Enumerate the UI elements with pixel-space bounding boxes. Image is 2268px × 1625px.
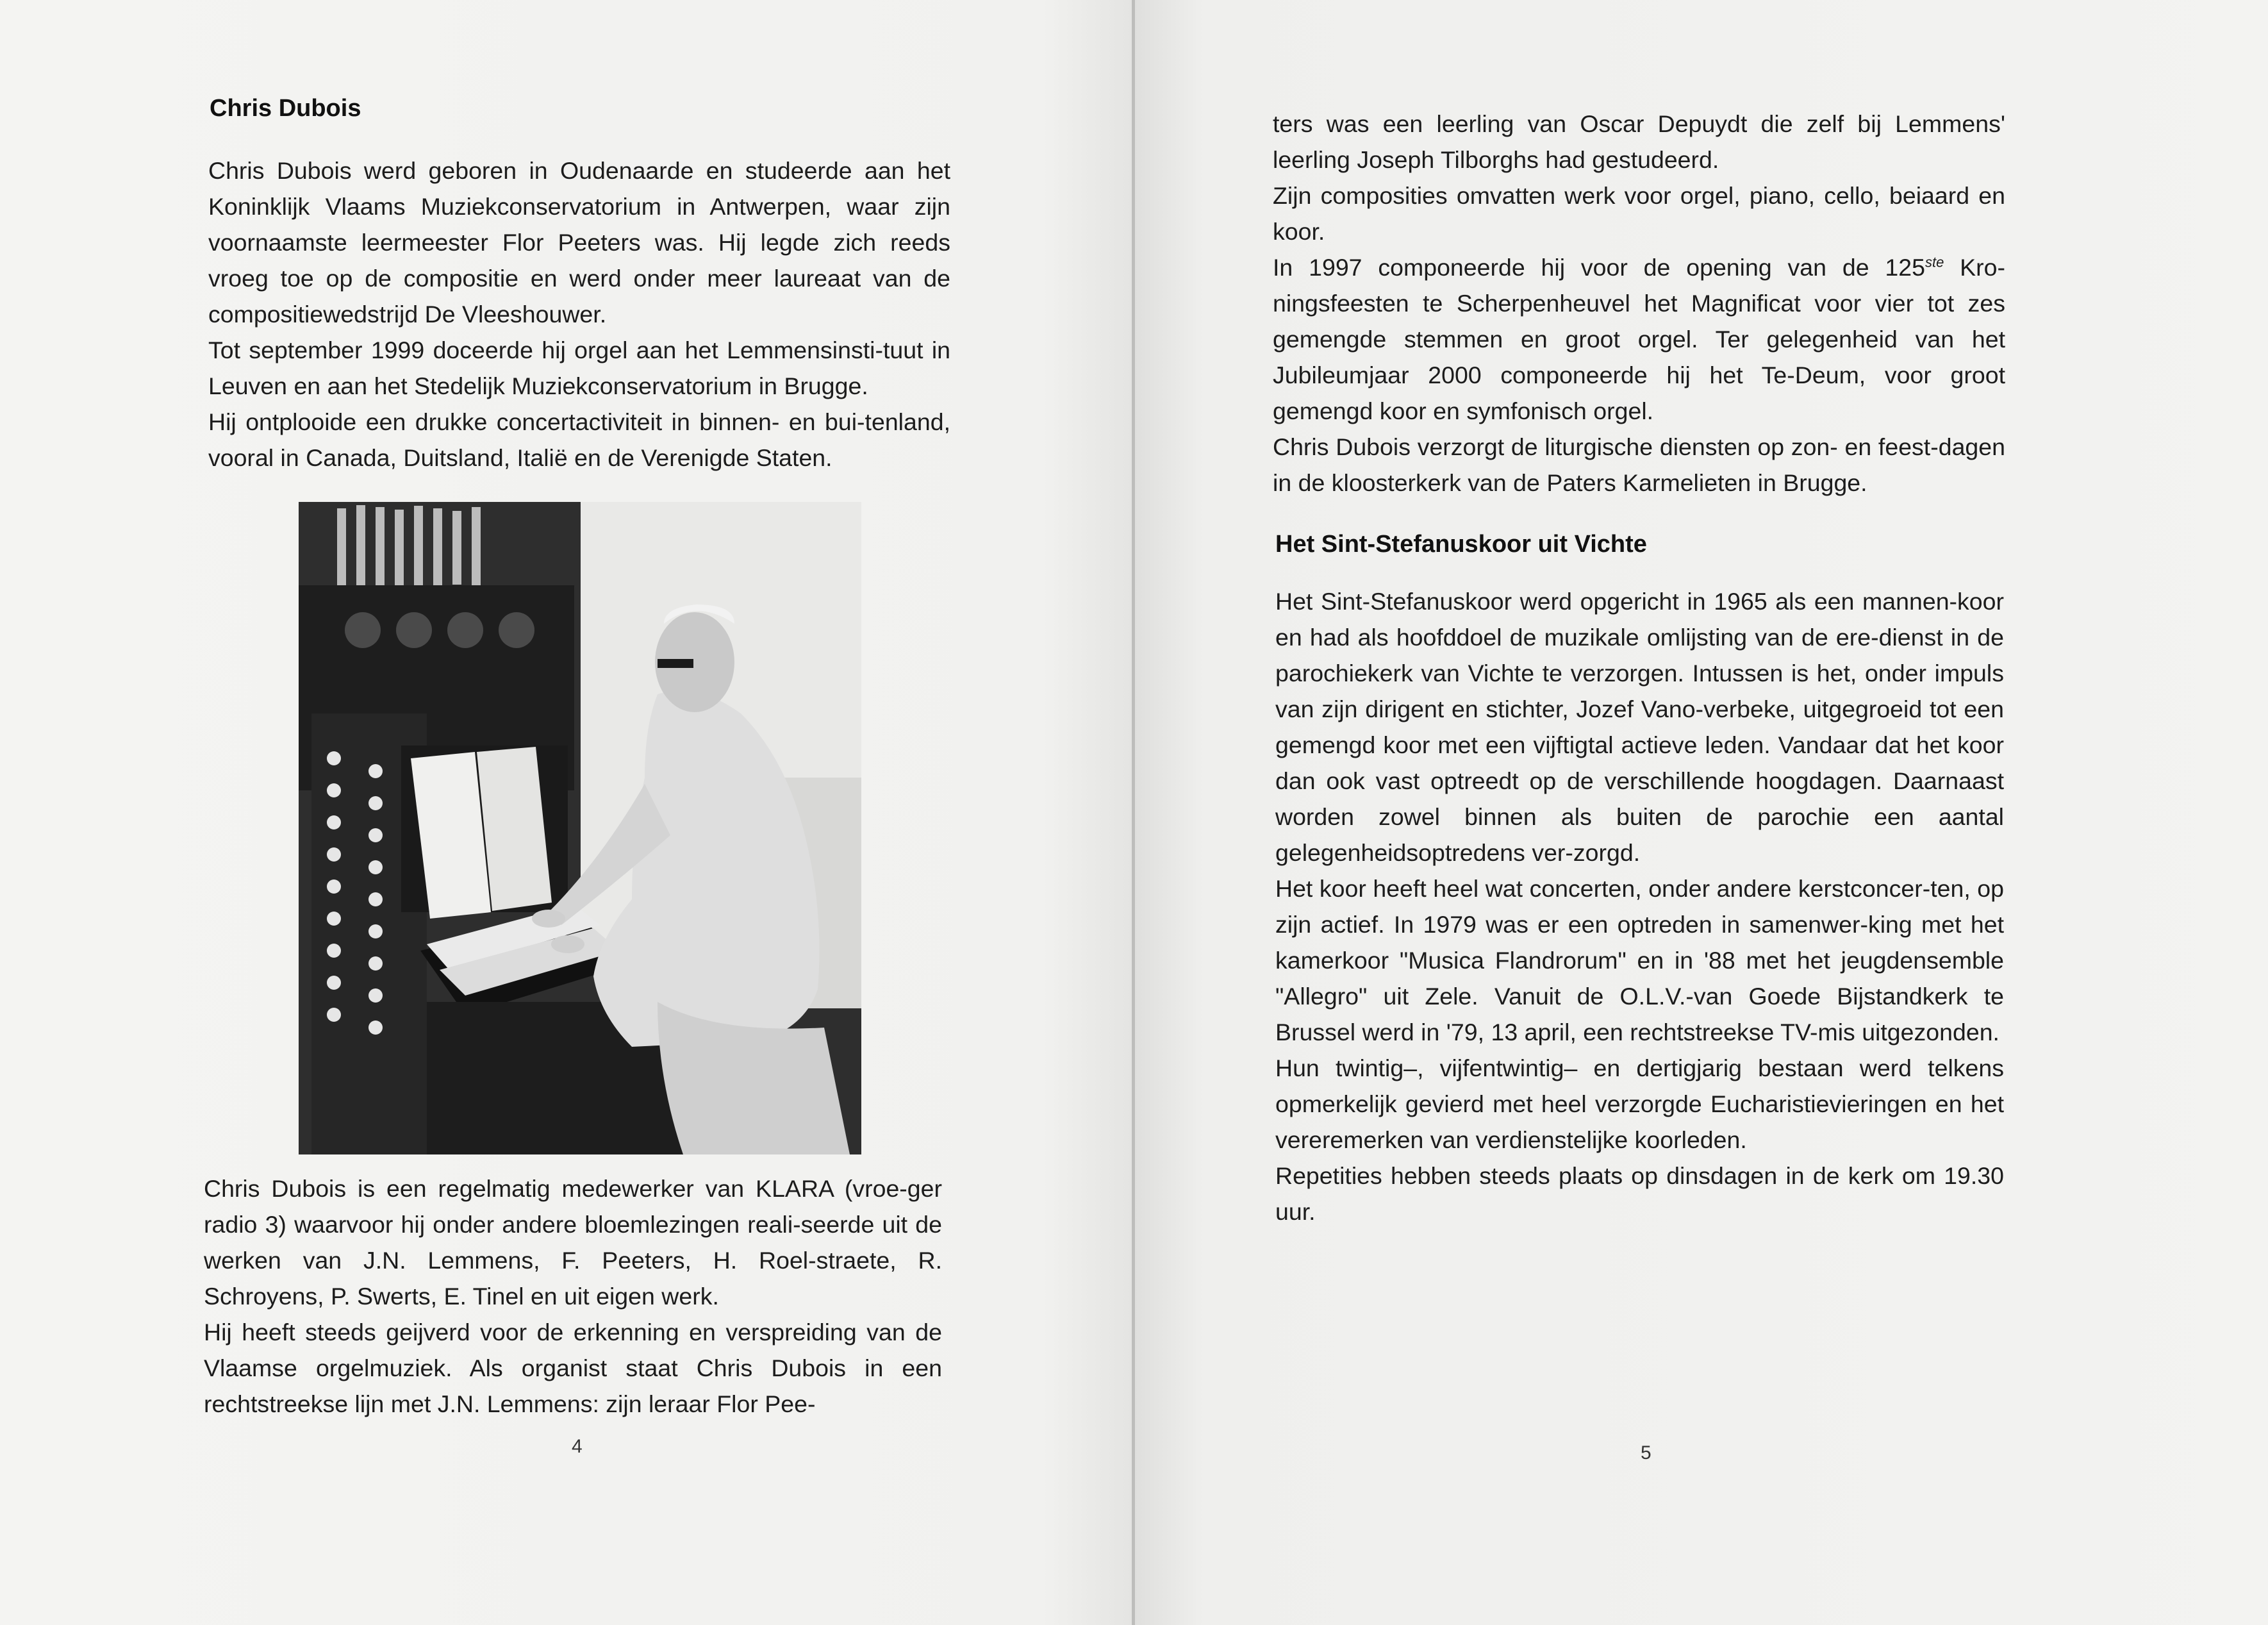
bio-paragraph: Chris Dubois werd geboren in Oudenaarde en studeerde aan het Koninklijk Vlaams Muziekconservatorium in Antwerpen, waar zijn voornaamste leermeester Flor Peeters was. Hij legde zich reeds vroeg toe op de compositie en werd onder meer laureaat van de compositiewedstrijd De Vleeshouwer. (208, 157, 950, 328)
bio-paragraph: Tot september 1999 doceerde hij orgel aan het Lemmensinsti-tuut in Leuven en aan het Stedelijk Muziekconservatorium in Brugge. (208, 337, 950, 399)
ordinal-superscript: ste (1924, 254, 1944, 271)
choir-paragraph: Het koor heeft heel wat concerten, onder andere kerstconcer-ten, op zijn actief. In 1979 was er een optreden in samenwer-king met het kamerkoor "Musica Flandrorum" en in '88 met het jeugdensemble "Allegro" uit Zele. Vanuit de O.L.V.-van Goede Bijstandkerk te Brussel werd in '79, 13 april, een rechtstreekse TV-mis uitgezonden. (1275, 875, 2004, 1046)
bio-paragraph: Hij ontplooide een drukke concertactiviteit in binnen- en bui-tenland, vooral in Canada, Duitsland, Italië en de Verenigde Staten. (208, 408, 950, 471)
choir-paragraph: Het Sint-Stefanuskoor werd opgericht in 1965 als een mannen-koor en had als hoofddoel de muzikale omlijsting van de ere-dienst in de parochiekerk van Vichte te verzorgen. Intussen is het, onder impuls van zijn dirigent en stichter, Jozef Vano-verbeke, uitgegroeid tot een gemengd koor met een vijftigtal actieve leden. Vandaar dat het koor dan ook vast optreedt op de verschillende hoogdagen. Daarnaast worden zowel binnen als buiten de parochie een aantal gelegenheidsoptredens ver-zorgd. (1275, 588, 2004, 866)
text-run: Kro-ningsfeesten te Scherpenheuvel het Magnificat voor vier tot zes gemengde stemmen en groot orgel. Ter gelegenheid van het Jubileumjaar 2000 componeerde hij het Te-Deum, voor groot gemengd koor en symfonisch orgel. (1273, 254, 2006, 424)
right-page (1135, 0, 2268, 1625)
choir-paragraph: Repetities hebben steeds plaats op dinsdagen in de kerk om 19.30 uur. (1275, 1162, 2004, 1225)
choir-text (1275, 583, 2004, 1229)
page-number-right: 5 (1641, 1442, 1651, 1463)
text-run: In 1997 componeerde hij voor de opening van de 125 (1273, 254, 1925, 281)
bio-continuation (1273, 106, 2005, 501)
show-through-left (820, 526, 1115, 564)
page-number-left: 4 (572, 1436, 583, 1457)
bio-paragraph: Chris Dubois verzorgt de liturgische diensten op zon- en feest-dagen in de kloosterkerk van de Paters Karmelieten in Brugge. (1273, 433, 2005, 496)
bio-paragraph: Hij heeft steeds geijverd voor de erkenning en verspreiding van de Vlaamse orgelmuziek. Als organist staat Chris Dubois in een rechtstreekse lijn met J.N. Lemmens: zijn leraar Flor Pee- (204, 1319, 942, 1417)
bio-paragraph: Chris Dubois is een regelmatig medewerker van KLARA (vroe-ger radio 3) waarvoor hij onder andere bloemlezingen reali-seerde uit de werken van J.N. Lemmens, F. Peeters, H. Roel-straete, R. Schroyens, P. Swerts, E. Tinel en uit eigen werk. (204, 1175, 942, 1310)
organist-photo (299, 502, 861, 1154)
bio-paragraph: ters was een leerling van Oscar Depuydt die zelf bij Lemmens' leerling Joseph Tilborghs had gestudeerd. (1273, 110, 2005, 173)
organist-photo-drawing (299, 502, 861, 1154)
chris-dubois-heading: Chris Dubois (210, 95, 361, 122)
bio-paragraph: Zijn composities omvatten werk voor orgel, piano, cello, beiaard en koor. (1273, 182, 2005, 245)
left-page (0, 0, 1133, 1625)
bio-text-top (208, 153, 950, 476)
choir-paragraph: Hun twintig–, vijfentwintig– en dertigjarig bestaan werd telkens opmerkelijk gevierd met heel verzorgde Eucharistievieringen en het vereremerken van verdienstelijke koorleden. (1275, 1054, 2004, 1153)
choir-heading: Het Sint-Stefanuskoor uit Vichte (1275, 531, 1647, 558)
bio-text-bottom (204, 1171, 942, 1422)
bio-paragraph-1997 (1273, 249, 2005, 429)
